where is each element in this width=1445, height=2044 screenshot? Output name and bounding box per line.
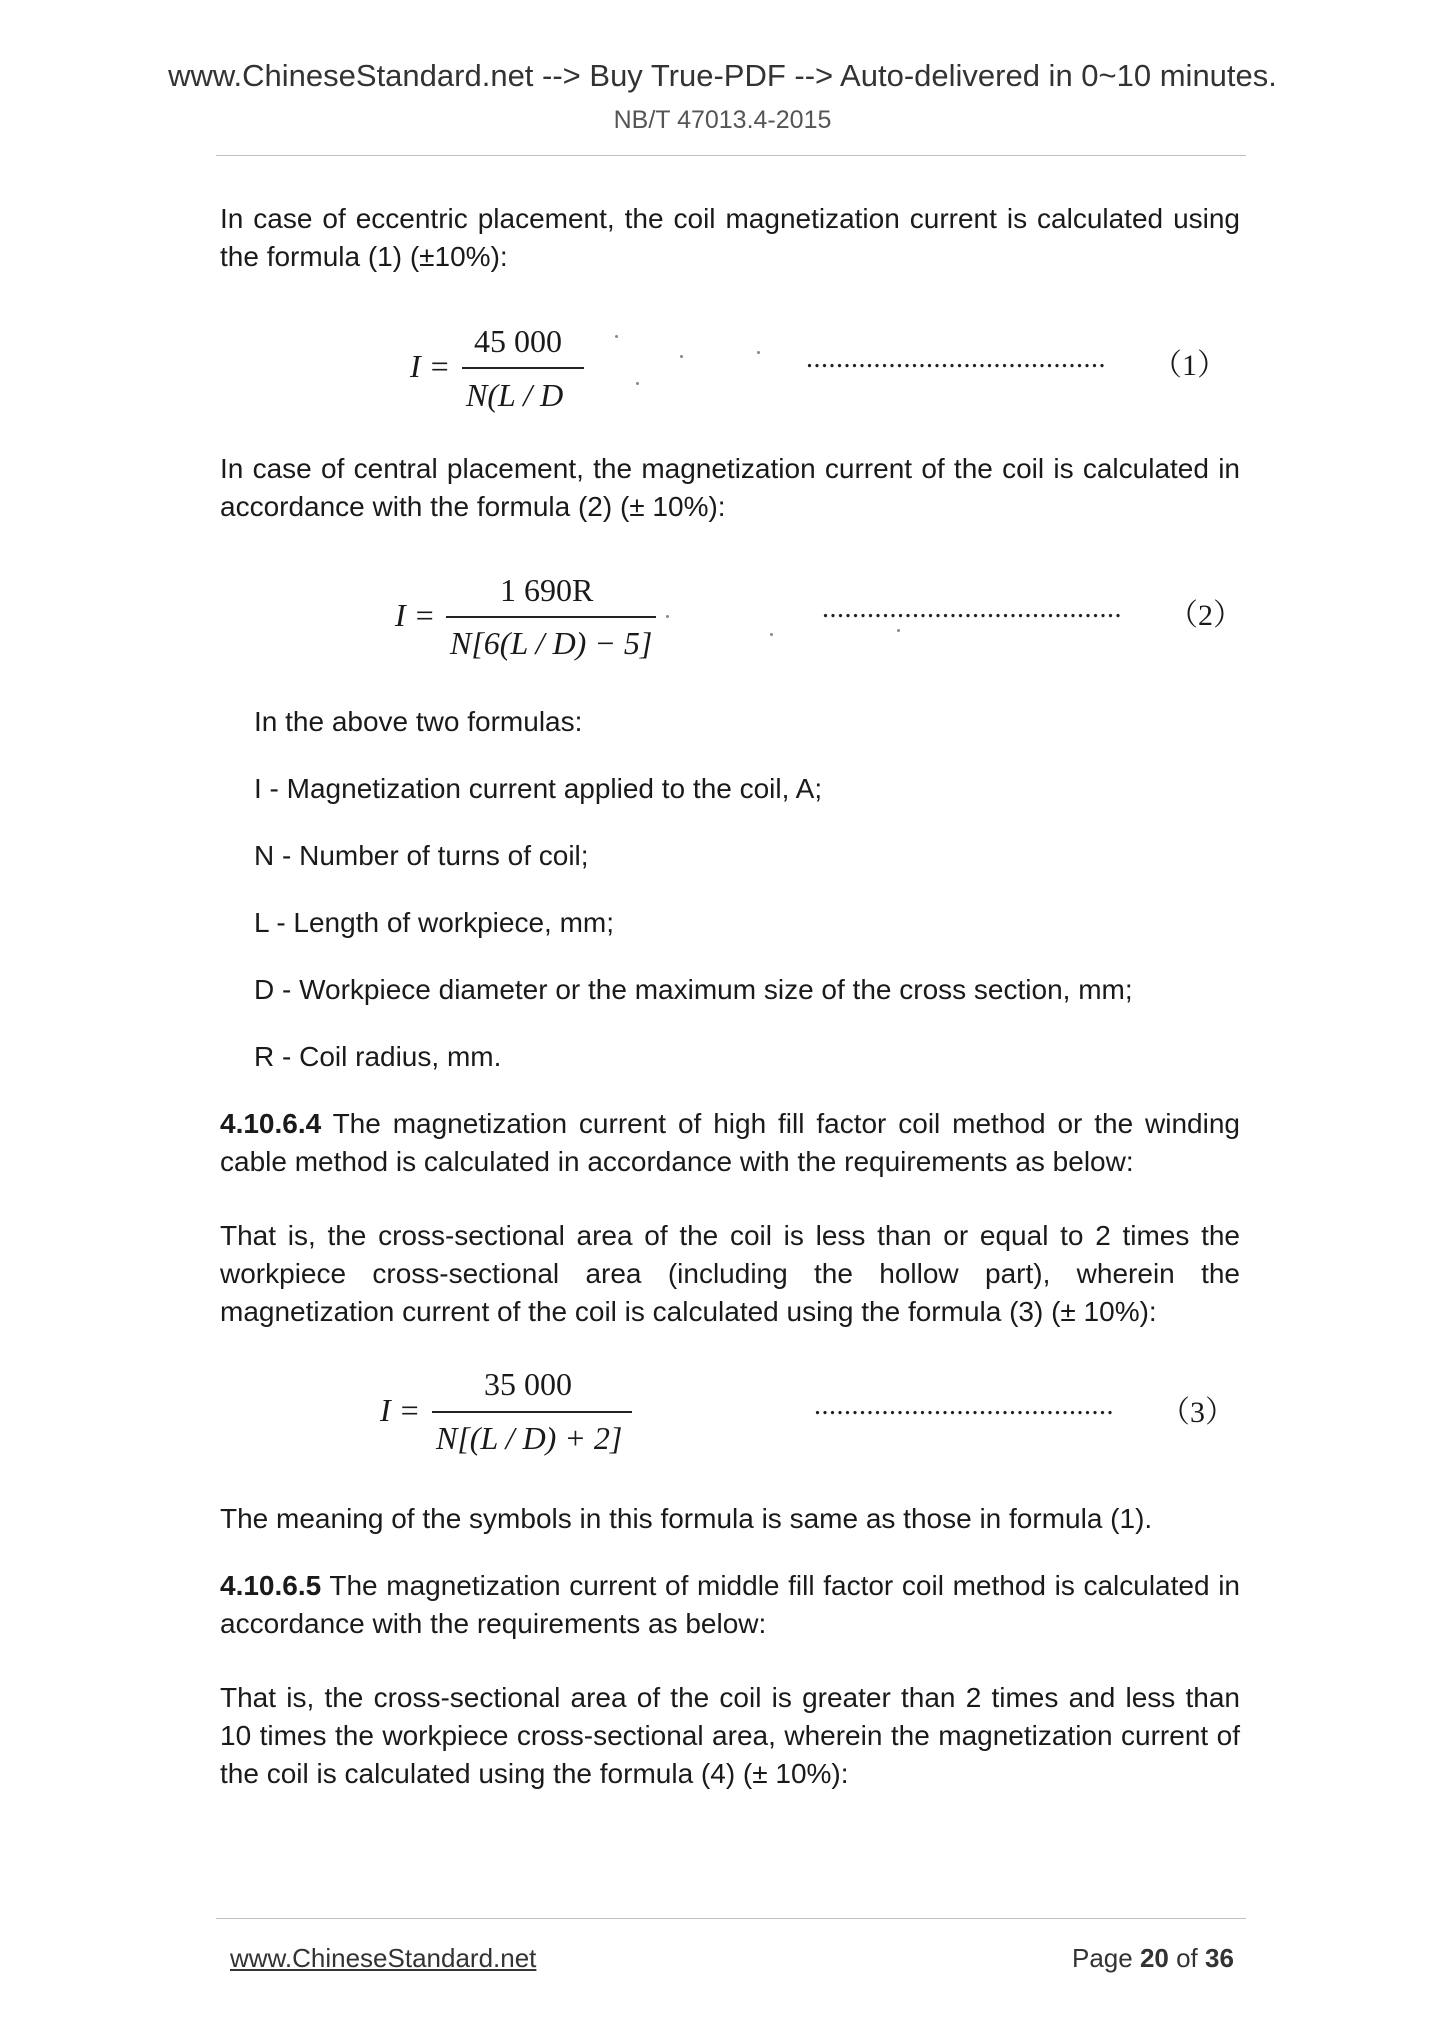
scan-speck [636, 382, 639, 385]
scan-speck [770, 633, 773, 636]
scan-speck [615, 335, 618, 338]
section-number: 4.10.6.5 [220, 1570, 322, 1601]
paragraph-middle-fill: That is, the cross-sectional area of the coil is greater than 2 times and less than 10 times the workpiece cross-sectional area, wherein the magnetization current of the coil is calculated using the formula (4) (± 10%): [220, 1682, 1240, 1789]
formula-2-fraction-bar [446, 616, 656, 618]
page-number: 20 [1139, 1943, 1169, 1973]
section-number: 4.10.6.4 [220, 1108, 322, 1139]
scan-speck [666, 615, 669, 618]
page-total: 36 [1205, 1943, 1234, 1973]
formula-2-leader-dots: ........................................ [822, 593, 1122, 624]
scan-speck [757, 351, 760, 354]
paragraph-symbol-meaning: The meaning of the symbols in this formula is same as those in formula (1). [220, 1503, 1153, 1534]
formula-2-lhs: I = [395, 597, 436, 633]
formula-3-numerator: 35 000 [484, 1366, 572, 1402]
scan-speck [897, 629, 900, 632]
paragraph-eccentric: In case of eccentric placement, the coil magnetization current is calculated using the formula (1) (±10%): [220, 203, 1240, 272]
header-divider [216, 155, 1246, 156]
section-4-10-6-4 [220, 1105, 1240, 1181]
formula-2-numerator: 1 690R [500, 572, 594, 608]
formula-1-number: （1） [1152, 349, 1227, 382]
definition-item: R - Coil radius, mm. [254, 1041, 502, 1072]
formula-3-leader-dots: ........................................ [814, 1390, 1114, 1421]
header-banner: www.ChineseStandard.net --> Buy True-PDF --> Auto-delivered in 0~10 minutes. [168, 58, 1277, 93]
footer-divider [216, 1918, 1246, 1919]
scan-speck [680, 355, 683, 358]
formula-3-lhs: I = [380, 1392, 421, 1428]
definition-item: I - Magnetization current applied to the coil, A; [254, 773, 823, 804]
formula-1-numerator: 45 000 [474, 323, 562, 359]
paragraph-central: In case of central placement, the magnetization current of the coil is calculated in accordance with the formula (2) (± 10%): [220, 453, 1240, 522]
formula-3-fraction-bar [432, 1411, 632, 1413]
definition-item: D - Workpiece diameter or the maximum size of the cross section, mm; [254, 974, 1133, 1005]
formula-2-number: （2） [1168, 599, 1243, 632]
footer-site-link[interactable]: www.ChineseStandard.net [230, 1943, 537, 1973]
formula-3-number: （3） [1160, 1396, 1235, 1429]
definition-item: N - Number of turns of coil; [254, 840, 589, 871]
definitions-intro: In the above two formulas: [254, 706, 583, 737]
section-text: The magnetization current of middle fill factor coil method is calculated in accordance with the requirements as below: [220, 1570, 1240, 1639]
page-indicator [1072, 1943, 1234, 1974]
section-text: The magnetization current of high fill factor coil method or the winding cable method is calculated in accordance with the requirements as below: [220, 1108, 1240, 1177]
definition-item: L - Length of workpiece, mm; [254, 907, 615, 938]
page-label: Page [1072, 1943, 1140, 1973]
document-code: NB/T 47013.4-2015 [613, 106, 832, 134]
formula-1-leader-dots: ........................................ [806, 343, 1106, 374]
formula-1-fraction-bar [462, 367, 584, 369]
formula-1-lhs: I = [410, 348, 451, 384]
formula-1-denominator: N(L / D [466, 377, 564, 413]
of-label: of [1168, 1943, 1206, 1973]
paragraph-high-fill: That is, the cross-sectional area of the coil is less than or equal to 2 times the workpiece cross-sectional area (including the hollow part), wherein the magnetization current of the coil is calculated using the formula (3) (± 10%): [220, 1220, 1240, 1327]
formula-3-denominator: N[(L / D) + 2] [436, 1420, 623, 1456]
formula-2-denominator: N[6(L / D) − 5] [450, 625, 653, 661]
section-4-10-6-5 [220, 1567, 1240, 1643]
